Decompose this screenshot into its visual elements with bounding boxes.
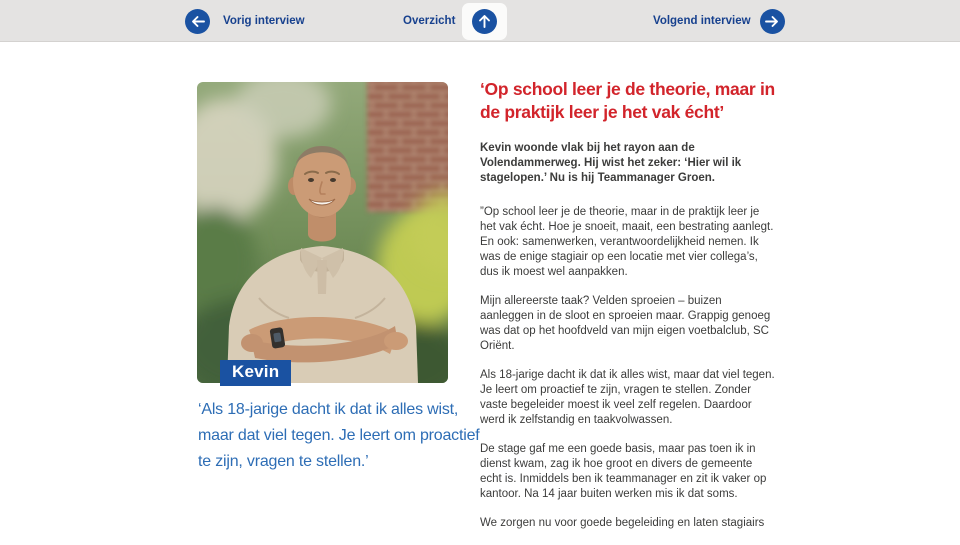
arrow-up-icon [472,9,497,34]
photo-of-kevin [197,82,448,383]
article-paragraph: We zorgen nu voor goede begeleiding en laten stagiairs [480,517,765,529]
overview-label: Overzicht [403,15,456,27]
next-interview-label: Volgend interview [653,15,751,27]
article-paragraph: De stage gaf me een goede basis, maar pas toen ik in dienst kwam, zag ik hoe groot en divers de gemeente echt is. Inmiddels ben ik teammanager en zit ik vaker op kantoor. Na 14 jaar buiten werken mis ik dat soms. [480,443,767,500]
arrow-left-icon [185,9,210,34]
overview-button-highlight [462,3,507,40]
pull-quote: ‘Als 18-jarige dacht ik dat ik alles wist, maar dat viel tegen. Je leert om proactief te zijn, vragen te stellen.’ [198,401,480,470]
interviewee-photo [197,82,448,383]
arrow-right-icon [760,9,785,34]
article-paragraph: Mijn allereerste taak? Velden sproeien – buizen aanleggen in de sloot en sproeien maar. Grappig genoeg was dat op het hoofdveld van mijn eigen voetbalclub, SC Oriënt. [480,295,771,352]
top-navigation-bar [0,0,960,42]
prev-interview-button[interactable] [185,0,305,42]
prev-interview-label: Vorig interview [223,15,305,27]
next-interview-button[interactable] [653,0,785,42]
article-paragraph: Als 18-jarige dacht ik dat ik alles wist, maar dat viel tegen. Je leert om proactief te zijn, vragen te stellen. Zonder vaste begeleider moest ik veel zelf regelen. Daardoor werd ik zelfstandig en taakvolwassen. [480,369,775,426]
interviewee-name-badge: Kevin [220,360,291,386]
article-paragraph: ”Op school leer je de theorie, maar in de praktijk leer je het vak écht. Hoe je snoeit, maait, een bestrating aanlegt. En ook: samenwerken, verantwoordelijkheid nemen. Ik was de enige stagiair op een locatie met vier collega’s, dus ik moest wel aanpakken. [480,206,774,278]
overview-button[interactable] [403,0,507,42]
article-title: ‘Op school leer je de theorie, maar in de praktijk leer je het vak écht’ [480,79,775,122]
article-intro: Kevin woonde vlak bij het rayon aan de Volendammerweg. Hij wist het zeker: ‘Hier wil ik stagelopen.’ Nu is hij Teammanager Groen. [480,142,742,184]
interview-article [480,78,776,545]
